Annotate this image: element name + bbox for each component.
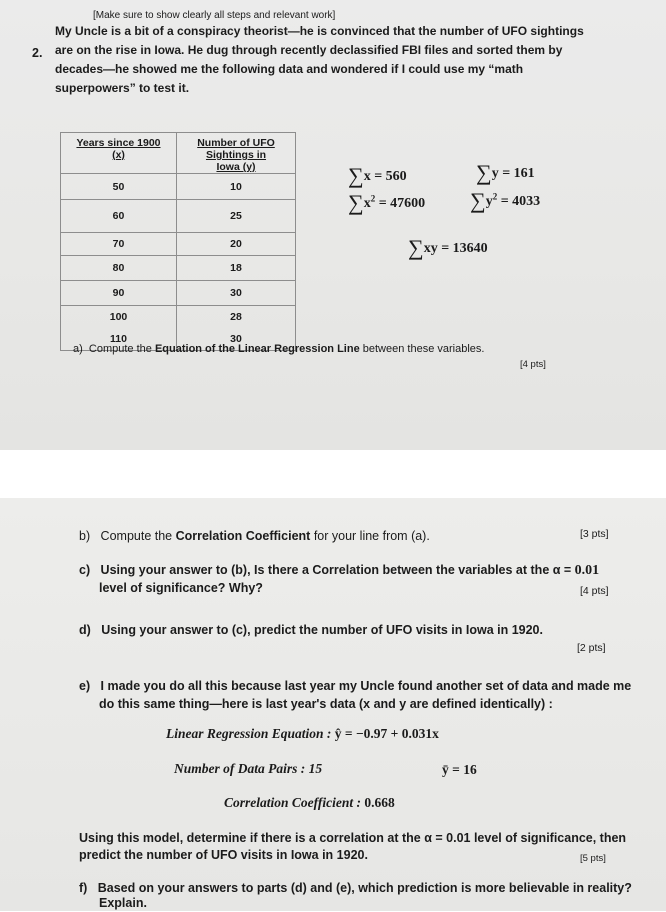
part-b-question: b) Compute the Correlation Coefficient for your line from (a). (79, 529, 430, 543)
y-bar-value: ȳ = 16 (442, 762, 477, 777)
sum-y-squared: $\sum y^2 = 4033$ (470, 188, 541, 213)
part-a-question: a) Compute the Equation of the Linear Regression Line between these variables. (73, 343, 485, 355)
table-row (61, 281, 296, 306)
table-cell-x: 80 (61, 256, 177, 281)
table-cell-y: 30 (177, 281, 296, 306)
part-e-closing-line2: predict the number of UFO visits in Iowa in 1920. (79, 848, 368, 862)
table-row (61, 256, 296, 281)
table-cell-x: 110 (61, 328, 177, 351)
problem-number: 2. (32, 46, 43, 60)
table-cell-y: 10 (177, 174, 296, 200)
problem-line: decades—he showed me the following data and wondered if I could use my “math (55, 62, 524, 76)
part-c-points: [4 pts] (580, 585, 609, 597)
part-f-question-line2: Explain. (99, 896, 147, 910)
part-c-question: c) Using your answer to (b), Is there a Correlation between the variables at the α = 0.01 (79, 563, 600, 578)
table-header-row (61, 133, 296, 174)
problem-line: are on the rise in Iowa. He dug through recently declassified FBI files and sorted them by (55, 43, 563, 57)
table-cell-x: 90 (61, 281, 177, 306)
table-cell-y: 18 (177, 256, 296, 281)
sum-x-squared: $\sum x^2 = 47600$ (348, 190, 426, 215)
sum-xy: ∑xy = 13640 (408, 235, 488, 260)
table-cell-y: 28 (177, 306, 296, 329)
problem-line: My Uncle is a bit of a conspiracy theorist—he is convinced that the number of UFO sightings (55, 24, 584, 38)
sum-x: ∑x = 560 (348, 163, 407, 188)
column-header-years: Years since 1900 (x) (61, 133, 177, 174)
problem-line: superpowers” to test it. (55, 81, 190, 95)
table-row (61, 174, 296, 200)
table-cell-y: 25 (177, 200, 296, 233)
sigma-icon: ∑ (470, 188, 486, 213)
worksheet-page-top (0, 0, 666, 450)
sigma-icon: ∑ (476, 160, 492, 185)
sum-y: ∑y = 161 (476, 160, 535, 185)
column-header-sightings: Number of UFO Sightings in Iowa (y) (177, 133, 296, 174)
part-b-points: [3 pts] (580, 528, 609, 540)
table-cell-y: 20 (177, 233, 296, 256)
ufo-data-table (60, 132, 296, 351)
problem-statement (55, 22, 584, 98)
table-cell-x: 60 (61, 200, 177, 233)
part-f-question: f) Based on your answers to parts (d) and (e), which prediction is more believable in reality? (79, 881, 632, 895)
part-e-question: e) I made you do all this because last year my Uncle found another set of data and made me (79, 679, 632, 693)
sigma-icon: ∑ (408, 235, 424, 260)
header-note: [Make sure to show clearly all steps and relevant work] (93, 10, 336, 21)
table-row (61, 306, 296, 329)
part-d-question: d) Using your answer to (c), predict the number of UFO visits in Iowa in 1920. (79, 623, 543, 637)
table-cell-y: 30 (177, 328, 296, 351)
table-cell-x: 50 (61, 174, 177, 200)
table-row (61, 200, 296, 233)
table-row (61, 233, 296, 256)
worksheet-page-bottom (0, 498, 666, 911)
data-pairs: Number of Data Pairs : 15 (174, 761, 323, 776)
part-c-question-line2: level of significance? Why? (99, 581, 263, 595)
part-e-question-line2: do this same thing—here is last year's data (x and y are defined identically) : (99, 697, 553, 711)
table-cell-x: 100 (61, 306, 177, 329)
regression-equation: Linear Regression Equation : ŷ = −0.97 + 0.031x (166, 726, 439, 741)
correlation-coefficient: Correlation Coefficient : 0.668 (224, 795, 395, 810)
part-e-points: [5 pts] (580, 853, 606, 864)
sigma-icon: ∑ (348, 163, 364, 188)
table-cell-x: 70 (61, 233, 177, 256)
sigma-icon: ∑ (348, 190, 364, 215)
part-d-points: [2 pts] (577, 642, 606, 654)
part-e-closing-line1: Using this model, determine if there is a correlation at the α = 0.01 level of significance, then (79, 831, 627, 845)
part-a-points: [4 pts] (520, 359, 546, 370)
